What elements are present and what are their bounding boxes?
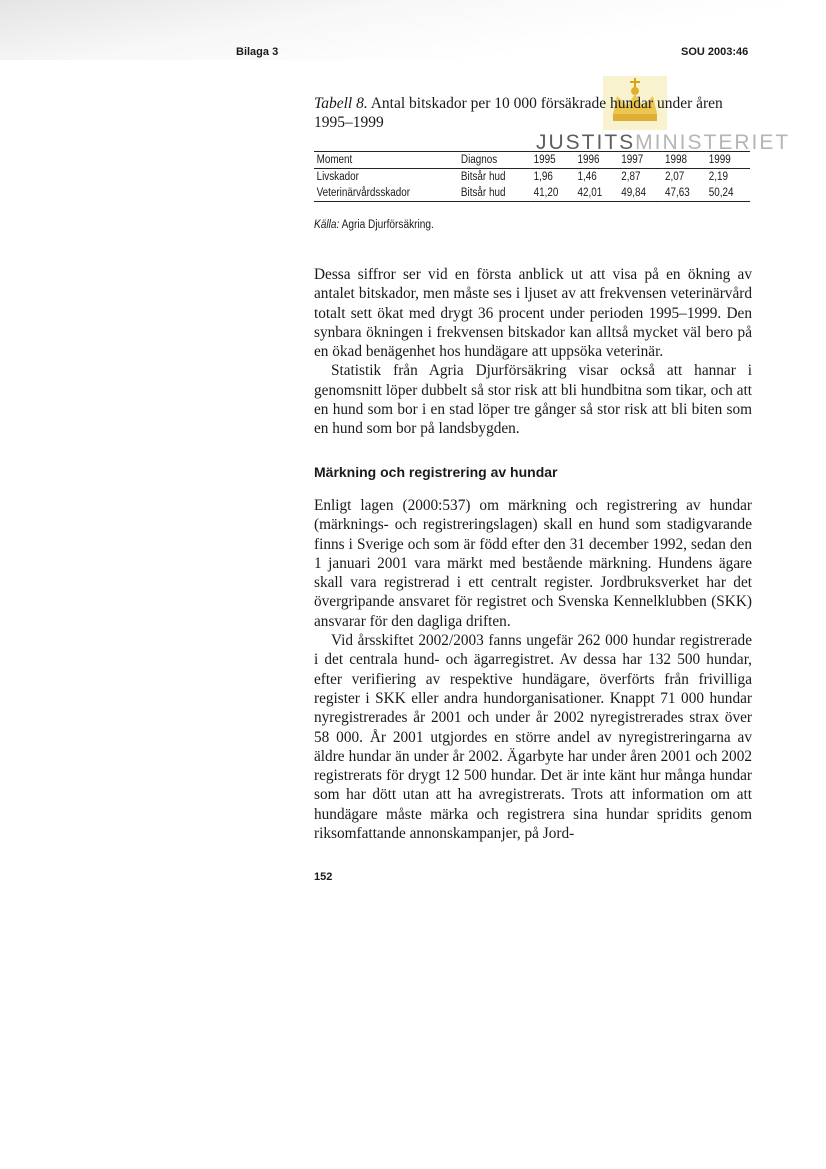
table-header-row	[314, 152, 750, 169]
section-bite-stats	[314, 265, 752, 439]
table-cell: Livskador	[316, 171, 359, 183]
col-1996: 1996	[577, 154, 600, 166]
running-header-right: SOU 2003:46	[681, 46, 749, 58]
col-diagnos: Diagnos	[460, 154, 498, 166]
table-cell: 49,84	[621, 187, 646, 199]
table-cell: 1,96	[533, 171, 553, 183]
section-marking-registration	[314, 496, 752, 843]
table-cell: 2,19	[708, 171, 729, 183]
paragraph: Vid årsskiftet 2002/2003 fanns ungefär 262 000 hundar registrerade i det centrala hund- och ägarregistret. Av dessa har 132 500 hundar, efter verifiering av respektive hundägare, överförts från frivilliga register i SKK eller andra hundorganisationer. Knappt 71 000 hundar nyregistrerades år 2001 och under år 2002 nyregistrerades strax över 58 000. År 2001 utgjordes en större andel av nyregistreringarna av äldre hundar än under år 2002. Ägarbyte har under åren 2001 och 2002 registrerats för drygt 12 500 hundar. Det är inte känt hur många hundar som har dött utan att ha avregistrerats. Trots att information om att hundägare måste märka och registrera sina hundar spridits genom riksomfattande annonskampanjer, på Jord-	[314, 632, 752, 843]
paragraph: Dessa siffror ser vid en första anblick ut att visa på en ökning av antalet bitskador, men måste ses i ljuset av att frekvensen veterinärvård totalt sett ökat med drygt 36 procent under perioden 1995–1999. Den synbara ökningen i frekvensen bitskador kan alltså mycket väl bero på en ökad benägenhet hos hundägare att uppsöka veterinär.	[314, 266, 752, 361]
table-cell: Bitsår hud	[460, 171, 506, 183]
col-1999: 1999	[708, 154, 731, 166]
table-source	[314, 219, 434, 231]
col-moment: Moment	[316, 154, 353, 166]
watermark-part2: MINISTERIET	[635, 131, 791, 154]
col-1995: 1995	[533, 154, 556, 166]
table-row	[314, 169, 750, 186]
source-text: Agria Djurförsäkring.	[341, 219, 434, 231]
table-cell: 2,07	[665, 171, 685, 183]
table-row	[314, 185, 750, 202]
col-1997: 1997	[621, 154, 644, 166]
table-cell: 50,24	[708, 187, 734, 199]
table-cell: 2,87	[621, 171, 641, 183]
section-heading: Märkning och registrering av hundar	[314, 464, 558, 480]
caption-label: Tabell 8.	[314, 95, 368, 112]
paragraph: Enligt lagen (2000:537) om märkning och registrering av hundar (märknings- och registreringslagen) skall en hund som stadigvarande finns i Sverige och som är född efter den 31 december 1992, sedan den 1 januari 2001 vara märkt med bestående märkning. Hundens ägare skall vara registrerad i ett centralt register. Jordbruksverket har det övergripande ansvaret för registret och Svenska Kennelklubben (SKK) ansvarar för den dagliga driften.	[314, 497, 752, 630]
table-cell: 42,01	[577, 187, 603, 199]
bite-injury-table	[314, 151, 750, 202]
table-cell: Veterinärvårdsskador	[316, 187, 411, 199]
table-cell: 47,63	[665, 187, 690, 199]
page-number: 152	[314, 871, 333, 883]
table-cell: 1,46	[577, 171, 597, 183]
col-1998: 1998	[665, 154, 688, 166]
table-caption	[314, 94, 754, 132]
running-header-left: Bilaga 3	[236, 46, 279, 58]
paragraph: Statistik från Agria Djurförsäkring visar också att hannar i genomsnitt löper dubbelt så stor risk att bli hundbitna som tikar, och att en hund som bor i en stad löper tre gånger så stor risk att bli biten som en hund som bor på landsbygden.	[314, 362, 752, 438]
table-cell: Bitsår hud	[460, 187, 506, 199]
watermark-part1: JUSTITS	[536, 131, 636, 154]
table-cell: 41,20	[533, 187, 559, 199]
caption-text: Antal bitskador per 10 000 försäkrade hundar under åren 1995–1999	[314, 95, 723, 131]
source-label: Källa:	[314, 219, 340, 231]
